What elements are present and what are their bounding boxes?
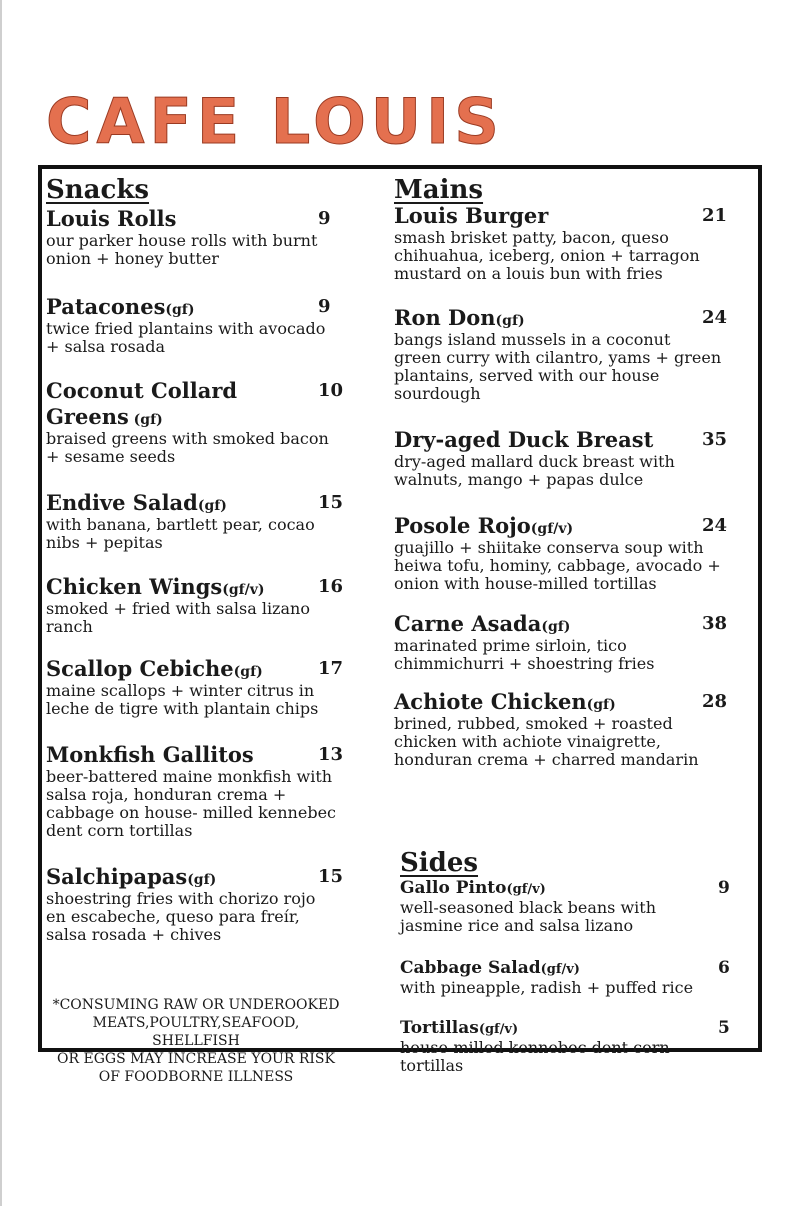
menu-item — [46, 574, 344, 636]
menu-item-header — [46, 574, 344, 600]
menu-item-description: with pineapple, radish + puffed rice — [400, 978, 694, 997]
menu-item-description: leche de tigre with plantain chips — [46, 699, 319, 718]
menu-item-description: brined, rubbed, smoked + roasted — [394, 714, 673, 733]
menu-item-description: nibs + pepitas — [46, 533, 163, 552]
menu-item-description: chihuahua, iceberg, onion + tarragon — [394, 246, 700, 265]
menu-item-title: Louis Rolls — [46, 206, 177, 231]
menu-item-description: chicken with achiote vinaigrette, — [394, 732, 661, 751]
menu-item-name — [46, 206, 176, 232]
menu-item-description: dry-aged mallard duck breast with — [394, 452, 675, 471]
menu-item-name — [394, 305, 525, 334]
menu-item-header — [46, 294, 331, 320]
menu-item — [400, 1017, 730, 1075]
menu-item-header — [46, 742, 344, 768]
disclaimer-line: OR EGGS MAY INCREASE YOUR RISK — [57, 1051, 335, 1067]
menu-item-price: 35 — [702, 429, 728, 450]
menu-item-name — [46, 864, 216, 893]
menu-item-description: house-milled kennebec dent corn — [400, 1038, 670, 1057]
menu-item — [394, 689, 728, 769]
menu-item-price: 28 — [702, 691, 728, 712]
menu-item-description: braised greens with smoked bacon — [46, 429, 329, 448]
menu-item-title: Scallop Cebiche — [46, 656, 234, 681]
menu-item-title: Achiote Chicken — [394, 689, 587, 714]
menu-item — [394, 305, 728, 403]
menu-item-description: green curry with cilantro, yams + green — [394, 348, 722, 367]
menu-item-title: Monkfish Gallitos — [46, 742, 254, 767]
menu-item — [394, 203, 728, 283]
menu-item-title: Carne Asada — [394, 611, 542, 636]
dietary-tag: (gf) — [541, 619, 571, 635]
menu-item-title: Gallo Pinto — [400, 878, 507, 898]
page-edge — [0, 0, 2, 1206]
menu-item-price: 13 — [318, 744, 344, 765]
menu-item-price: 10 — [318, 380, 344, 401]
disclaimer-line: MEATS,POULTRY,SEAFOOD, — [92, 1015, 300, 1031]
menu-item-description: cabbage on house- milled kennebec — [46, 803, 336, 822]
menu-item-header — [400, 957, 730, 979]
menu-item-price: 38 — [702, 613, 728, 634]
menu-item-price: 6 — [718, 958, 730, 978]
menu-item — [46, 864, 344, 944]
menu-item-title: Cabbage Salad — [400, 958, 541, 978]
menu-item-description: salsa rosada + chives — [46, 925, 222, 944]
dietary-tag: (gf) — [495, 313, 525, 329]
restaurant-title: CAFE LOUIS — [46, 85, 504, 158]
menu-item-name — [46, 490, 227, 519]
menu-item-name — [46, 378, 246, 433]
dietary-tag: (gf) — [233, 664, 263, 680]
menu-item — [46, 378, 344, 466]
disclaimer-line: SHELLFISH — [152, 1033, 240, 1049]
menu-item-description: tortillas — [400, 1056, 464, 1075]
food-safety-disclaimer — [46, 996, 346, 1086]
menu-item-price: 21 — [702, 205, 728, 226]
menu-item-description: shoestring fries with chorizo rojo — [46, 889, 316, 908]
menu-item-description: sourdough — [394, 384, 481, 403]
menu-item-title: Endive Salad — [46, 490, 198, 515]
menu-item-title: Ron Don — [394, 305, 496, 330]
dietary-tag: (gf) — [586, 697, 616, 713]
menu-item-name — [394, 203, 548, 229]
menu-item-price: 9 — [318, 296, 331, 317]
dietary-tag: (gf) — [128, 412, 163, 428]
menu-item-header — [394, 305, 728, 331]
menu-item-header — [400, 1017, 730, 1039]
menu-item-title: Chicken Wings — [46, 574, 223, 599]
menu-item-header — [46, 656, 344, 682]
menu-item-price: 17 — [318, 658, 344, 679]
mains-heading: Mains — [394, 175, 484, 205]
menu-item-description: mustard on a louis bun with fries — [394, 264, 663, 283]
menu-item-header — [394, 203, 728, 229]
menu-item-name — [394, 513, 573, 542]
menu-item-header — [394, 689, 728, 715]
menu-item-description: onion with house-milled tortillas — [394, 574, 657, 593]
menu-item-description: heiwa tofu, hominy, cabbage, avocado + — [394, 556, 721, 575]
menu-item-price: 9 — [718, 878, 730, 898]
disclaimer-line: OF FOODBORNE ILLNESS — [98, 1069, 294, 1085]
menu-item — [46, 656, 344, 718]
menu-item-description: dent corn tortillas — [46, 821, 193, 840]
menu-item — [46, 206, 331, 268]
menu-item-name — [46, 742, 254, 768]
menu-item-description: plantains, served with our house — [394, 366, 660, 385]
menu-item-description: guajillo + shiitake conserva soup with — [394, 538, 704, 557]
menu-item-name — [400, 877, 546, 901]
menu-item-price: 5 — [718, 1018, 730, 1038]
dietary-tag: (gf/v) — [530, 521, 574, 537]
snacks-heading: Snacks — [46, 175, 150, 205]
menu-item-name — [46, 574, 265, 603]
menu-item-title: Dry-aged Duck Breast — [394, 427, 654, 452]
menu-item-description: ranch — [46, 617, 93, 636]
menu-item — [46, 294, 331, 356]
dietary-tag: (gf/v) — [222, 582, 265, 598]
dietary-tag: (gf/v) — [540, 962, 580, 977]
menu-item — [400, 957, 730, 997]
menu-item-description: beer-battered maine monkfish with — [46, 767, 333, 786]
disclaimer-line: *CONSUMING RAW OR UNDEROOKED — [52, 997, 340, 1013]
menu-item — [394, 427, 728, 489]
menu-item-description: + sesame seeds — [46, 447, 176, 466]
menu-item-description: jasmine rice and salsa lizano — [400, 916, 634, 935]
menu-item-name — [394, 689, 616, 718]
menu-item-name — [400, 957, 580, 981]
menu-item-price: 24 — [702, 307, 728, 328]
menu-item-price: 24 — [702, 515, 728, 536]
menu-item-title: Salchipapas — [46, 864, 188, 889]
menu-item-description: with banana, bartlett pear, cocao — [46, 515, 315, 534]
menu-item-header — [46, 378, 344, 430]
menu-item-description: onion + honey butter — [46, 249, 219, 268]
dietary-tag: (gf/v) — [478, 1022, 519, 1037]
menu-item — [394, 611, 728, 673]
menu-item-name — [46, 294, 194, 323]
dietary-tag: (gf) — [197, 498, 227, 514]
menu-item-description: + salsa rosada — [46, 337, 166, 356]
menu-item-header — [400, 877, 730, 899]
menu-item-description: smash brisket patty, bacon, queso — [394, 228, 669, 247]
dietary-tag: (gf) — [165, 302, 195, 318]
menu-item-name — [46, 656, 263, 685]
menu-item — [46, 742, 344, 840]
menu-item-name — [394, 611, 570, 640]
menu-item — [394, 513, 728, 593]
menu-item-description: maine scallops + winter citrus in — [46, 681, 315, 700]
menu-item-description: our parker house rolls with burnt — [46, 231, 318, 250]
menu-item-price: 15 — [318, 866, 344, 887]
menu-item-description: honduran crema + charred mandarin — [394, 750, 699, 769]
menu-item-title: Tortillas — [400, 1018, 479, 1038]
menu-item-name — [400, 1017, 518, 1041]
dietary-tag: (gf/v) — [506, 882, 546, 897]
menu-item-description: bangs island mussels in a coconut — [394, 330, 671, 349]
menu-item-header — [394, 427, 728, 453]
menu-item-header — [46, 206, 331, 232]
menu-item-description: walnuts, mango + papas dulce — [394, 470, 644, 489]
dietary-tag: (gf) — [187, 872, 217, 888]
menu-item — [46, 490, 344, 552]
menu-item-name — [394, 427, 653, 453]
menu-item-title: Louis Burger — [394, 203, 549, 228]
menu-item-description: en escabeche, queso para freír, — [46, 907, 300, 926]
menu-item-price: 16 — [318, 576, 344, 597]
menu-item-price: 9 — [318, 208, 331, 229]
menu-item — [400, 877, 730, 935]
menu-item-title: Coconut Collard Greens — [46, 378, 238, 429]
menu-item-description: marinated prime sirloin, tico — [394, 636, 627, 655]
menu-item-description: twice fried plantains with avocado — [46, 319, 326, 338]
menu-item-description: smoked + fried with salsa lizano — [46, 599, 310, 618]
menu-item-header — [394, 513, 728, 539]
menu-item-description: well-seasoned black beans with — [400, 898, 657, 917]
menu-item-header — [394, 611, 728, 637]
sides-heading: Sides — [400, 848, 479, 878]
menu-item-title: Patacones — [46, 294, 166, 319]
menu-item-header — [46, 864, 344, 890]
menu-item-description: salsa roja, honduran crema + — [46, 785, 287, 804]
menu-item-description: chimmichurri + shoestring fries — [394, 654, 655, 673]
menu-item-price: 15 — [318, 492, 344, 513]
menu-item-header — [46, 490, 344, 516]
menu-item-title: Posole Rojo — [394, 513, 531, 538]
